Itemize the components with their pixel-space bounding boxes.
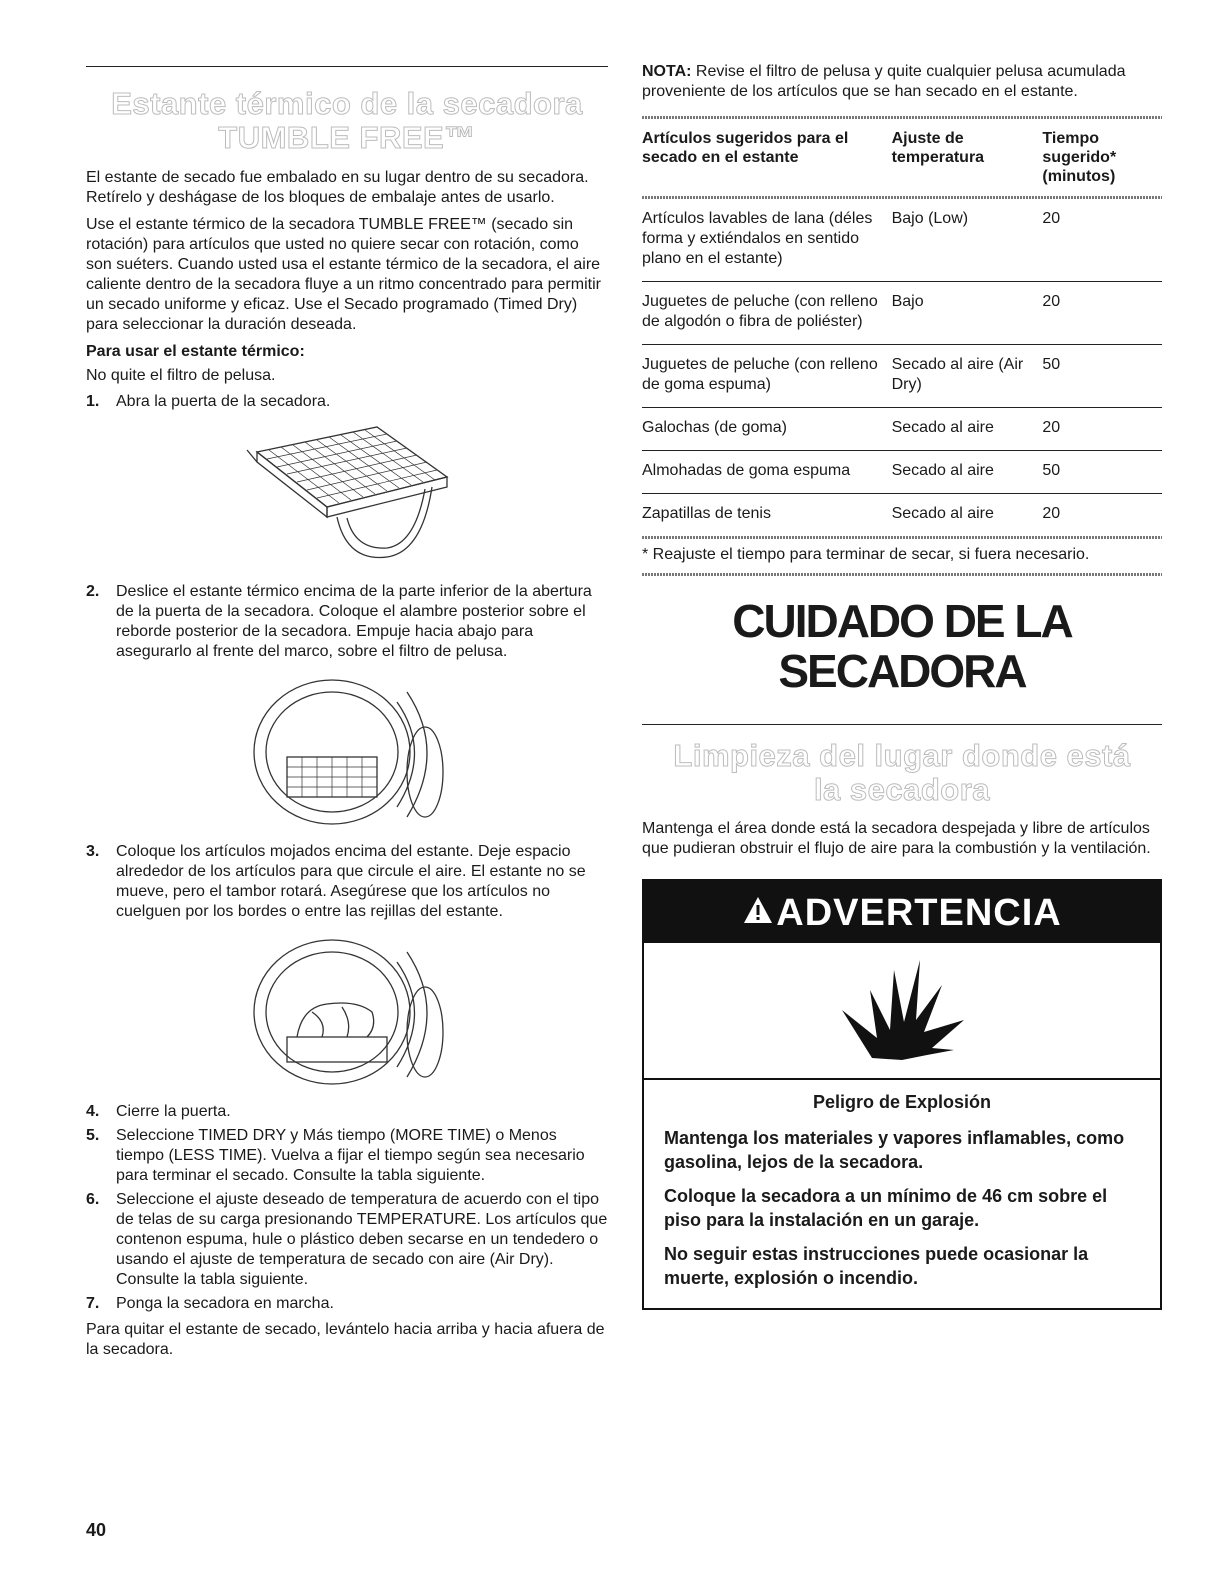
howto-note: No quite el filtro de pelusa.: [86, 367, 276, 384]
warning-line-3: No seguir estas instrucciones puede ocasionar la muerte, explosión o incendio.: [664, 1243, 1089, 1288]
section-title: [86, 87, 608, 155]
explosion-icon: [832, 950, 972, 1070]
intro-paragraph-2: Use el estante térmico de la secadora TUMBLE FREE™ (secado sin rotación) para artículos que usted no quiere secar con rotación, como son suéters. Cuando usted usa el estante térmico de la secadora, el aire caliente dentro de la secadora fluye a un ritmo concentrado para permitir un secado uniforme y eficaz. Use el Secado programado (Timed Dry) para seleccionar la duración deseada.: [86, 216, 601, 333]
step-2: 2. Deslice el estante térmico encima de la parte inferior de la abertura de la puerta de la secadora. Coloque el alambre posterior sobre el reborde posterior de la secadora. Empuje hacia abajo para asegurarlo al frente del marco, sobre el filtro de pelusa.: [86, 583, 592, 660]
table-row: Artículos lavables de lana (déles forma y extiéndalos en sentido plano en el estante) Bajo (Low) 20: [642, 199, 1162, 282]
nota-paragraph: NOTA: Revise el filtro de pelusa y quite cualquier pelusa acumulada proveniente de los artículos que se han secado en el estante.: [642, 63, 1126, 100]
table-row: Zapatillas de tenis Secado al aire 20: [642, 505, 1061, 522]
howto-heading: Para usar el estante térmico:: [86, 343, 305, 360]
step-5: 5. Seleccione TIMED DRY y Más tiempo (MORE TIME) o Menos tiempo (LESS TIME). Vuelva a fijar el tiempo según sea necesario para terminar el secado. Consulte la tabla siguiente.: [86, 1127, 585, 1184]
warning-line-1: Mantenga los materiales y vapores inflamables, como gasolina, lejos de la secadora.: [664, 1127, 1125, 1172]
step-3: 3. Coloque los artículos mojados encima del estante. Deje espacio alrededor de los artículos para que circule el aire. El estante no se mueve, pero el tambor rotará. Asegúrese que los artículos no cuelguen por los bordes o entre las rejillas del estante.: [86, 843, 586, 920]
section2-top-rule: [642, 724, 1162, 725]
table-row: Almohadas de goma espuma Secado al aire 50: [642, 451, 1162, 494]
table-row: Galochas (de goma) Secado al aire 20: [642, 408, 1162, 451]
table-bottom-rule: [642, 536, 1162, 539]
step-7: 7. Ponga la secadora en marcha.: [86, 1295, 334, 1312]
section2-title: Limpieza del lugar donde está la secadora: [673, 738, 1131, 807]
table-footnote: * Reajuste el tiempo para terminar de secar, si fuera necesario.: [642, 546, 1090, 563]
step-6: 6. Seleccione el ajuste deseado de temperatura de acuerdo con el tipo de telas de su carga presionando TEMPERATURE. Los artículos que contenon espuma, hule o plástico deben secarse en un tendedero o usando el ajuste de temperatura de secado con aire (Air Dry). Consulte la tabla siguiente.: [86, 1191, 608, 1288]
footnote-rule: [642, 573, 1162, 576]
page-title: CUIDADO DE LA SECADORA: [732, 595, 1072, 697]
warning-box: [642, 879, 1162, 1310]
right-column: [642, 62, 1162, 1310]
intro-paragraph-1: El estante de secado fue embalado en su lugar dentro de su secadora. Retírelo y deshágase de los bloques de embalaje antes de usarlo.: [86, 169, 589, 206]
warning-heading: Peligro de Explosión: [812, 1091, 992, 1112]
drying-table: [642, 119, 1162, 536]
table-row: Juguetes de peluche (con relleno de algodón o fibra de poliéster) Bajo 20: [642, 282, 1162, 345]
section-title-line2: TUMBLE FREE™: [218, 120, 476, 155]
closing-paragraph: Para quitar el estante de secado, levántelo hacia arriba y hacia afuera de la secadora.: [86, 1321, 605, 1358]
table-header: Ajuste de temperatura: [891, 130, 985, 166]
section-title-line1: Estante térmico de la secadora: [111, 86, 583, 121]
step-1: 1. Abra la puerta de la secadora.: [86, 393, 331, 410]
rack-in-dryer-illustration: [247, 672, 447, 832]
warning-triangle-icon: [742, 883, 774, 943]
page-number: 40: [86, 1520, 107, 1540]
table-row: Juguetes de peluche (con relleno de goma espuma) Secado al aire (Air Dry) 50: [642, 345, 1162, 408]
drying-rack-illustration: [227, 422, 467, 572]
table-header: Tiempo sugerido* (minutos): [1042, 130, 1117, 185]
warning-banner: ADVERTENCIA: [644, 881, 1160, 943]
explosion-icon-area: [644, 943, 1160, 1080]
warning-line-2: Coloque la secadora a un mínimo de 46 cm sobre el piso para la instalación en un garaje.: [664, 1185, 1108, 1230]
left-column: [86, 66, 608, 1360]
table-header-row: [642, 119, 1162, 196]
section2-paragraph: Mantenga el área donde está la secadora despejada y libre de artículos que pudieran obstruir el flujo de aire para la combustión y la ventilación.: [642, 820, 1151, 857]
step-4: 4. Cierre la puerta.: [86, 1103, 231, 1120]
items-on-rack-illustration: [247, 932, 447, 1092]
table-header: Artículos sugeridos para el secado en el estante: [642, 130, 849, 166]
